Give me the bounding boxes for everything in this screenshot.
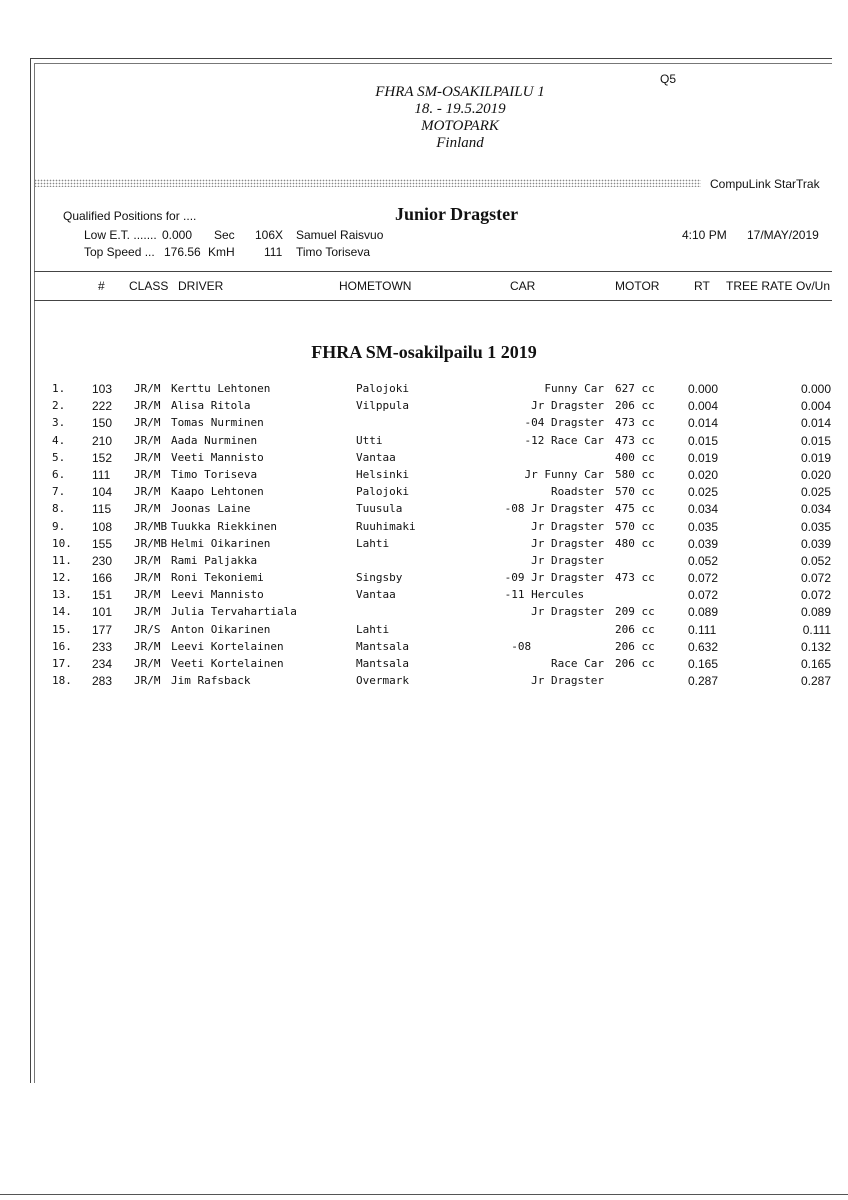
table-row [0, 672, 848, 689]
header-top-rule [34, 271, 832, 272]
reaction-time-cell: 0.072 [688, 571, 719, 586]
reaction-time-cell: 0.019 [688, 450, 719, 465]
car-cell: -08 [511, 639, 604, 653]
car-cell: Jr Dragster [531, 519, 604, 533]
car-number-cell: 152 [92, 450, 113, 465]
ov-un-cell: 0.034 [800, 502, 831, 517]
driver-cell: Helmi Oikarinen [171, 536, 271, 550]
table-row [0, 603, 848, 620]
table-row [0, 414, 848, 431]
car-cell: Jr Dragster [531, 553, 604, 567]
low-et-driver: Samuel Raisvuo [296, 228, 384, 242]
class-cell: JR/M [134, 657, 161, 670]
driver-cell: Aada Nurminen [171, 433, 258, 447]
car-number-cell: 177 [92, 622, 113, 637]
position-cell: 4. [52, 433, 66, 447]
table-row [0, 552, 848, 569]
ov-un-cell: 0.132 [800, 639, 831, 654]
reaction-time-cell: 0.020 [688, 467, 719, 482]
car-cell: Funny Car [544, 382, 604, 395]
reaction-time-cell: 0.287 [688, 674, 719, 689]
driver-cell: Leevi Mannisto [171, 588, 264, 602]
table-row [0, 518, 848, 535]
reaction-time-cell: 0.072 [688, 588, 719, 603]
motor-cell: 206 cc [615, 639, 655, 653]
top-speed-label: Top Speed ... [84, 245, 155, 259]
position-cell: 14. [52, 605, 72, 619]
car-number-cell: 233 [92, 639, 113, 654]
header-bottom-rule [34, 300, 832, 301]
position-cell: 12. [52, 571, 72, 585]
ov-un-cell: 0.025 [800, 485, 831, 500]
motor-cell: 209 cc [615, 605, 655, 619]
ov-un-cell: 0.089 [800, 605, 831, 620]
hometown-cell: Ruuhimaki [356, 519, 416, 533]
position-cell: 11. [52, 553, 72, 567]
hometown-cell: Singsby [356, 571, 403, 585]
position-cell: 8. [52, 502, 66, 516]
driver-cell: Alisa Ritola [171, 399, 251, 413]
driver-cell: Veeti Kortelainen [171, 657, 284, 670]
event-country: Finland [436, 135, 484, 151]
car-cell: Jr Dragster [531, 674, 604, 688]
motor-cell: 627 cc [615, 382, 655, 395]
class-cell: JR/M [134, 382, 161, 395]
ov-un-cell: 0.019 [800, 450, 831, 465]
car-number-cell: 222 [92, 399, 113, 414]
ov-un-cell: 0.287 [800, 674, 831, 689]
ov-un-cell: 0.035 [800, 519, 831, 534]
car-cell: Jr Dragster [531, 536, 604, 550]
event-dates: 18. - 19.5.2019 [414, 101, 506, 117]
motor-cell: 206 cc [615, 399, 655, 413]
ov-un-cell: 0.015 [800, 433, 831, 448]
car-cell: Jr Dragster [531, 605, 604, 619]
ov-un-cell: 0.014 [800, 416, 831, 431]
low-et-label: Low E.T. ....... [84, 228, 157, 242]
car-number-cell: 101 [92, 605, 113, 620]
car-number-cell: 104 [92, 485, 113, 500]
table-row [0, 569, 848, 586]
event-header [250, 84, 670, 152]
reaction-time-cell: 0.004 [688, 399, 719, 414]
table-row [0, 586, 848, 603]
hometown-cell: Palojoki [356, 485, 409, 499]
hometown-cell: Lahti [356, 622, 390, 636]
reaction-time-cell: 0.015 [688, 433, 719, 448]
report-time: 4:10 PM [682, 228, 727, 242]
class-cell: JR/M [134, 502, 161, 516]
report-date: 17/MAY/2019 [747, 228, 819, 242]
position-cell: 7. [52, 485, 66, 499]
driver-cell: Kerttu Lehtonen [171, 382, 271, 395]
car-number-cell: 230 [92, 553, 113, 568]
table-row [0, 483, 848, 500]
hometown-cell: Palojoki [356, 382, 409, 395]
position-cell: 18. [52, 674, 72, 688]
motor-cell: 570 cc [615, 485, 655, 499]
driver-cell: Leevi Kortelainen [171, 639, 284, 653]
table-row [0, 449, 848, 466]
class-cell: JR/M [134, 433, 161, 447]
motor-cell: 206 cc [615, 657, 655, 670]
ov-un-cell: 0.004 [800, 399, 831, 414]
position-cell: 15. [52, 622, 72, 636]
motor-cell: 206 cc [615, 622, 655, 636]
class-cell: JR/M [134, 399, 161, 413]
event-venue: MOTOPARK [421, 118, 499, 134]
col-header-rt: RT [694, 279, 710, 293]
software-name: CompuLink StarTrak [710, 177, 820, 191]
class-title: Junior Dragster [395, 204, 519, 224]
class-cell: JR/M [134, 639, 161, 653]
event-title: FHRA SM-OSAKILPAILU 1 [375, 84, 545, 100]
ov-un-cell: 0.000 [800, 382, 831, 396]
class-cell: JR/MB [134, 519, 168, 533]
class-cell: JR/S [134, 622, 161, 636]
car-cell: -08 Jr Dragster [504, 502, 604, 516]
position-cell: 5. [52, 450, 66, 464]
reaction-time-cell: 0.111 [688, 622, 717, 637]
class-cell: JR/M [134, 467, 161, 481]
position-cell: 9. [52, 519, 66, 533]
table-row [0, 397, 848, 414]
driver-cell: Julia Tervahartiala [171, 605, 297, 619]
car-number-cell: 283 [92, 674, 113, 689]
position-cell: 17. [52, 657, 72, 670]
hometown-cell: Mantsala [356, 639, 409, 653]
car-cell: Jr Funny Car [524, 467, 604, 481]
table-row [0, 466, 848, 483]
reaction-time-cell: 0.089 [688, 605, 719, 620]
position-cell: 2. [52, 399, 66, 413]
ov-un-cell: 0.111 [802, 622, 831, 637]
ov-un-cell: 0.072 [800, 571, 831, 586]
car-cell: -12 Race Car [524, 433, 604, 447]
hometown-cell: Mantsala [356, 657, 409, 670]
table-row [0, 655, 848, 672]
page-code: Q5 [660, 72, 677, 86]
results-table [0, 380, 848, 689]
hometown-cell: Overmark [356, 674, 409, 688]
reaction-time-cell: 0.025 [688, 485, 719, 500]
car-cell: Jr Dragster [531, 399, 604, 413]
driver-cell: Kaapo Lehtonen [171, 485, 264, 499]
car-cell: -09 Jr Dragster [504, 571, 604, 585]
car-cell: Roadster [551, 485, 604, 499]
hometown-cell: Helsinki [356, 467, 409, 481]
class-cell: JR/M [134, 416, 161, 430]
class-cell: JR/M [134, 588, 161, 602]
motor-cell: 400 cc [615, 450, 655, 464]
position-cell: 13. [52, 588, 72, 602]
qualified-label: Qualified Positions for .... [63, 209, 197, 223]
table-row [0, 432, 848, 449]
class-cell: JR/M [134, 553, 161, 567]
driver-cell: Timo Toriseva [171, 467, 258, 481]
ov-un-cell: 0.039 [800, 536, 831, 551]
class-cell: JR/MB [134, 536, 168, 550]
driver-cell: Joonas Laine [171, 502, 251, 516]
car-number-cell: 155 [92, 536, 113, 551]
col-header-car: CAR [510, 279, 536, 293]
driver-cell: Tomas Nurminen [171, 416, 264, 430]
hometown-cell: Vantaa [356, 450, 396, 464]
position-cell: 10. [52, 536, 72, 550]
car-cell: -04 Dragster [524, 416, 604, 430]
driver-cell: Tuukka Riekkinen [171, 519, 277, 533]
reaction-time-cell: 0.035 [688, 519, 719, 534]
hometown-cell: Vilppula [356, 399, 409, 413]
reaction-time-cell: 0.632 [688, 639, 719, 654]
hometown-cell: Tuusula [356, 502, 403, 516]
low-et-unit: Sec [214, 228, 235, 242]
col-header-driver: DRIVER [178, 279, 224, 293]
col-header-class: CLASS [129, 279, 169, 293]
motor-cell: 570 cc [615, 519, 655, 533]
table-row [0, 535, 848, 552]
car-cell: Race Car [551, 657, 604, 670]
ov-un-cell: 0.020 [800, 467, 831, 482]
hometown-cell: Lahti [356, 536, 390, 550]
ov-un-cell: 0.052 [800, 553, 831, 568]
car-cell: -11 Hercules [504, 588, 604, 602]
frame-top-rule [30, 58, 832, 59]
driver-cell: Roni Tekoniemi [171, 571, 264, 585]
driver-cell: Veeti Mannisto [171, 450, 264, 464]
reaction-time-cell: 0.014 [688, 416, 719, 431]
car-number-cell: 115 [92, 502, 112, 517]
car-number-cell: 234 [92, 657, 113, 671]
col-header-motor: MOTOR [615, 279, 660, 293]
reaction-time-cell: 0.000 [688, 382, 719, 396]
class-cell: JR/M [134, 485, 161, 499]
low-et-value: 0.000 [162, 228, 193, 242]
motor-cell: 480 cc [615, 536, 655, 550]
hometown-cell: Vantaa [356, 588, 396, 602]
low-et-car-number: 106X [255, 228, 284, 242]
car-number-cell: 151 [92, 588, 113, 603]
driver-cell: Anton Oikarinen [171, 622, 271, 636]
hometown-cell: Utti [356, 433, 383, 447]
top-speed-driver: Timo Toriseva [296, 245, 371, 259]
bottom-rule [0, 1194, 848, 1195]
class-cell: JR/M [134, 450, 161, 464]
position-cell: 16. [52, 639, 72, 653]
car-number-cell: 108 [92, 519, 113, 534]
reaction-time-cell: 0.039 [688, 536, 719, 551]
car-number-cell: 103 [92, 382, 113, 396]
motor-cell: 580 cc [615, 467, 655, 481]
ov-un-cell: 0.165 [800, 657, 831, 671]
reaction-time-cell: 0.034 [688, 502, 719, 517]
top-speed-value: 176.56 [164, 245, 201, 259]
col-header-ov-un: Ov/Un [796, 279, 831, 293]
frame-top-rule-inner [34, 63, 832, 64]
dotted-separator [34, 179, 701, 187]
table-row [0, 500, 848, 517]
motor-cell: 475 cc [615, 502, 655, 516]
class-cell: JR/M [134, 605, 161, 619]
class-cell: JR/M [134, 674, 161, 688]
table-row [0, 638, 848, 655]
top-speed-unit: KmH [208, 245, 235, 259]
position-cell: 1. [52, 382, 66, 395]
class-cell: JR/M [134, 571, 161, 585]
table-row [0, 621, 848, 638]
position-cell: 3. [52, 416, 66, 430]
car-number-cell: 166 [92, 571, 113, 586]
car-number-cell: 150 [92, 416, 113, 431]
reaction-time-cell: 0.052 [688, 553, 719, 568]
section-title: FHRA SM-osakilpailu 1 2019 [311, 342, 537, 362]
table-row [0, 380, 848, 397]
top-speed-car-number: 111 [264, 245, 283, 259]
col-header-tree-rate: TREE RATE [726, 279, 793, 293]
col-header-hometown: HOMETOWN [339, 279, 412, 293]
motor-cell: 473 cc [615, 433, 655, 447]
position-cell: 6. [52, 467, 66, 481]
car-number-cell: 111 [92, 467, 111, 482]
driver-cell: Rami Paljakka [171, 553, 258, 567]
reaction-time-cell: 0.165 [688, 657, 719, 671]
motor-cell: 473 cc [615, 416, 655, 430]
driver-cell: Jim Rafsback [171, 674, 251, 688]
ov-un-cell: 0.072 [800, 588, 831, 603]
car-number-cell: 210 [92, 433, 113, 448]
col-header-num: # [98, 279, 105, 293]
motor-cell: 473 cc [615, 571, 655, 585]
